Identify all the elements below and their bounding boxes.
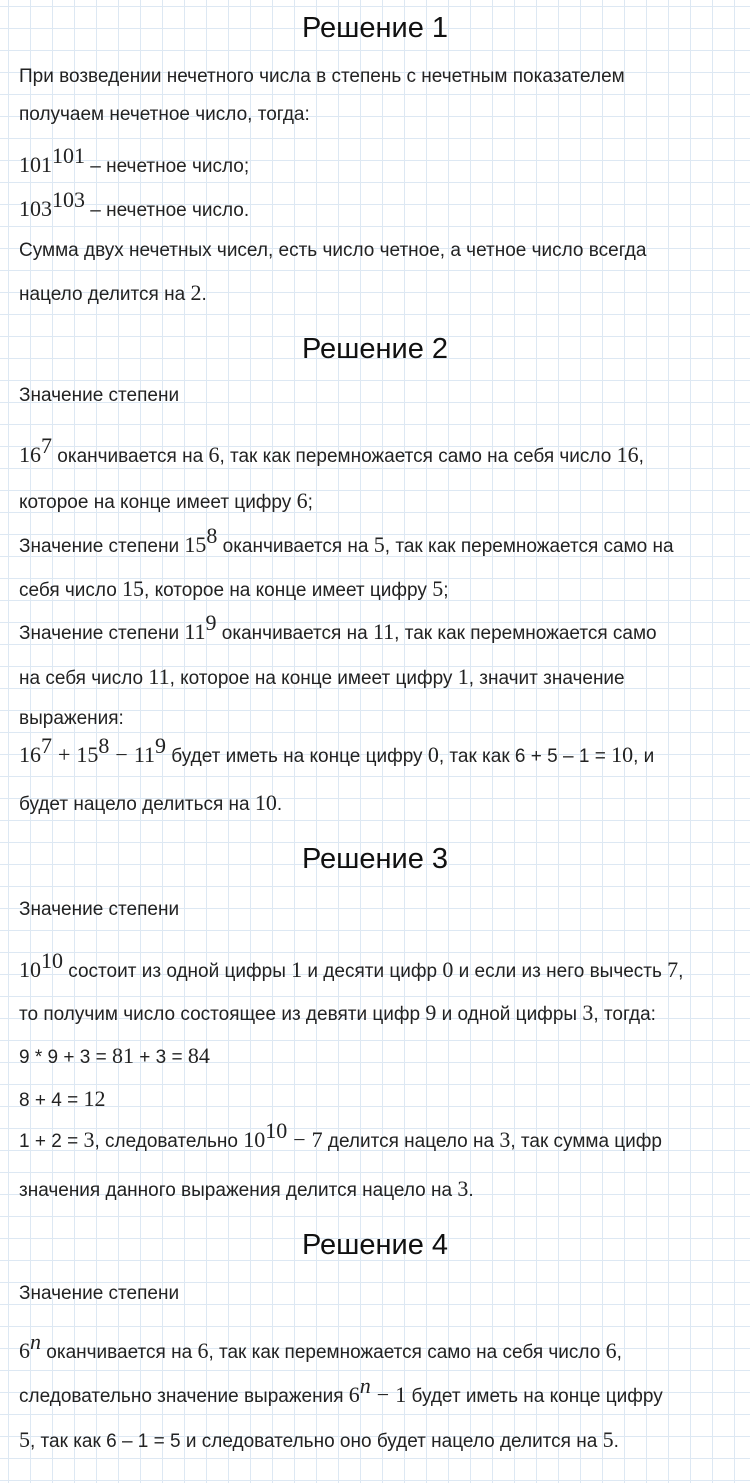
text-span: – нечетное число. [85, 200, 250, 221]
math-exponent [30, 1329, 41, 1354]
solution-4-title: Решение 4 [301, 1229, 449, 1261]
text-span: , так как перемножается само на себя число [219, 446, 617, 467]
math-number: 6 [208, 442, 220, 467]
text-span: , так как перемножается само на себя число [208, 1342, 606, 1363]
text-span: , [616, 1342, 622, 1363]
text-span: будет нацело делиться на [19, 794, 255, 815]
text-line [19, 1328, 734, 1364]
math-number: 6 [605, 1338, 617, 1363]
text-span: , так как 6 – 1 = 5 и следовательно оно будет нацело делится на [30, 1431, 603, 1452]
text-span: 9 * 9 + 3 = [19, 1047, 112, 1068]
text-span: оканчивается на [216, 623, 373, 644]
text-span: то получим число состоящее из девяти цифр [19, 1004, 426, 1025]
math-exponent: 101 [52, 142, 85, 168]
text-line [19, 1043, 734, 1069]
text-line: выражения: [19, 708, 124, 729]
text-span: будет иметь на конце цифру [406, 1386, 663, 1407]
text-span: , тогда: [593, 1004, 656, 1025]
text-span: , и [633, 746, 655, 767]
text-span: оканчивается на [52, 446, 209, 467]
math-base: 10 [243, 1127, 266, 1152]
text-span: оканчивается на [41, 1342, 198, 1363]
text-line [19, 947, 734, 983]
text-line: Значение степени [19, 899, 180, 920]
text-line [19, 142, 734, 178]
text-span: + 3 = [133, 1047, 188, 1068]
math-exponent: 7 [41, 732, 52, 758]
math-operator: − [115, 742, 128, 767]
math-base: 16 [19, 442, 41, 467]
text-line: Значение степени [19, 385, 180, 406]
math-base: 11 [184, 619, 206, 644]
text-line [19, 522, 734, 558]
math-number: 6 [197, 1338, 209, 1363]
text-span: 8 + 4 = [19, 1090, 84, 1111]
math-base: 16 [19, 742, 41, 767]
math-variable: n [359, 1372, 371, 1398]
text-span: . [468, 1180, 474, 1201]
text-span: , следовательно [94, 1131, 244, 1152]
text-span: состоит из одной цифры [63, 961, 292, 982]
text-span: ; [443, 580, 449, 601]
text-span: оканчивается на [217, 536, 374, 557]
solution-2-title: Решение 2 [301, 333, 449, 365]
text-span: ; [307, 492, 313, 513]
math-exponent: 8 [206, 522, 218, 548]
text-span: значения данного выражения делится нацело на [19, 1180, 458, 1201]
text-line [19, 1176, 734, 1202]
text-span: . [201, 284, 207, 305]
math-number: 84 [187, 1043, 210, 1068]
text-span: нацело делится на [19, 284, 191, 305]
math-number: 7 [311, 1127, 323, 1152]
math-exponent: 10 [41, 947, 63, 973]
math-number: 9 [425, 1000, 437, 1025]
math-number: 11 [372, 619, 395, 644]
text-line [19, 186, 734, 222]
math-base: 103 [19, 196, 52, 221]
math-base: 15 [76, 742, 99, 767]
math-number: 12 [83, 1086, 106, 1111]
math-exponent: 10 [265, 1117, 288, 1143]
text-line [19, 1000, 734, 1026]
text-span: , [638, 446, 644, 467]
math-exponent: 7 [41, 432, 52, 458]
text-span: , так как 6 + 5 – 1 = [438, 746, 612, 767]
math-base: 6 [348, 1382, 360, 1407]
text-line [19, 488, 734, 514]
math-number: 3 [457, 1176, 469, 1201]
text-span: и если из него вычесть [453, 961, 668, 982]
text-span: Значение степени [19, 623, 185, 644]
math-number: 0 [442, 957, 454, 982]
text-span: . [276, 794, 283, 815]
math-base: 6 [19, 1338, 30, 1363]
text-span: и десяти цифр [302, 961, 443, 982]
text-span: . [613, 1431, 619, 1452]
math-number: 11 [148, 664, 170, 689]
solution-3-title: Решение 3 [301, 843, 449, 875]
math-operator: − [293, 1127, 306, 1152]
text-line [19, 664, 734, 690]
text-span: , которое на конце имеет цифру [144, 580, 433, 601]
math-number: 5 [432, 576, 444, 601]
math-number: 2 [190, 280, 202, 305]
solution-1-title: Решение 1 [301, 12, 449, 44]
text-span: следовательно значение выражения [19, 1386, 349, 1407]
text-span: которое на конце имеет цифру [19, 492, 297, 513]
math-number: 0 [427, 742, 439, 767]
text-line [19, 790, 734, 816]
math-operator: + [58, 742, 71, 767]
text-span: , значит значение [468, 668, 625, 689]
math-number: 3 [499, 1127, 511, 1152]
math-number: 6 [296, 488, 308, 513]
text-span: – нечетное число; [85, 156, 250, 177]
math-exponent: 8 [98, 732, 110, 758]
math-operator: − [376, 1382, 390, 1407]
text-line [19, 1117, 734, 1153]
text-line [19, 1427, 734, 1453]
text-line [19, 1372, 734, 1408]
text-span: себя число [19, 580, 123, 601]
text-span: , так сумма цифр [510, 1131, 662, 1152]
text-line [19, 432, 734, 468]
math-number: 1 [291, 957, 303, 982]
text-line: Сумма двух нечетных чисел, есть число четное, а четное число всегда [19, 240, 647, 261]
text-line [19, 609, 734, 645]
math-variable: n [30, 1328, 41, 1354]
text-span: делится нацело на [322, 1131, 500, 1152]
text-span: Значение степени [19, 536, 185, 557]
math-number: 5 [373, 532, 385, 557]
text-span: 1 + 2 = [19, 1131, 84, 1152]
text-span: , так как перемножается само на [384, 536, 674, 557]
text-line [19, 1086, 734, 1112]
math-number: 10 [254, 790, 277, 815]
text-span: , [678, 961, 684, 982]
math-number: 15 [122, 576, 145, 601]
math-number: 5 [19, 1427, 30, 1452]
math-number: 81 [111, 1043, 134, 1068]
math-exponent: 9 [155, 732, 167, 758]
text-span: на себя число [19, 668, 149, 689]
math-exponent: 103 [52, 186, 85, 212]
text-line: При возведении нечетного числа в степень с нечетным показателем [19, 66, 625, 87]
math-number: 1 [457, 664, 469, 689]
text-span: , так как перемножается само [394, 623, 657, 644]
text-line: получаем нечетное число, тогда: [19, 104, 310, 125]
math-number: 3 [83, 1127, 95, 1152]
text-span: , которое на конце имеет цифру [169, 668, 458, 689]
text-line [19, 280, 734, 306]
text-line [19, 732, 734, 768]
text-span: будет иметь на конце цифру [166, 746, 428, 767]
math-number: 7 [667, 957, 679, 982]
math-base: 11 [133, 742, 156, 767]
math-number: 5 [602, 1427, 614, 1452]
math-exponent [360, 1373, 371, 1398]
text-span: и одной цифры [436, 1004, 583, 1025]
text-line [19, 576, 734, 602]
math-base: 10 [19, 957, 41, 982]
math-number: 1 [395, 1382, 407, 1407]
text-line: Значение степени [19, 1283, 180, 1304]
math-base: 101 [19, 152, 52, 177]
math-number: 3 [582, 1000, 594, 1025]
math-exponent: 9 [205, 609, 217, 635]
math-number: 10 [611, 742, 634, 767]
math-base: 15 [184, 532, 207, 557]
math-number: 16 [616, 442, 639, 467]
